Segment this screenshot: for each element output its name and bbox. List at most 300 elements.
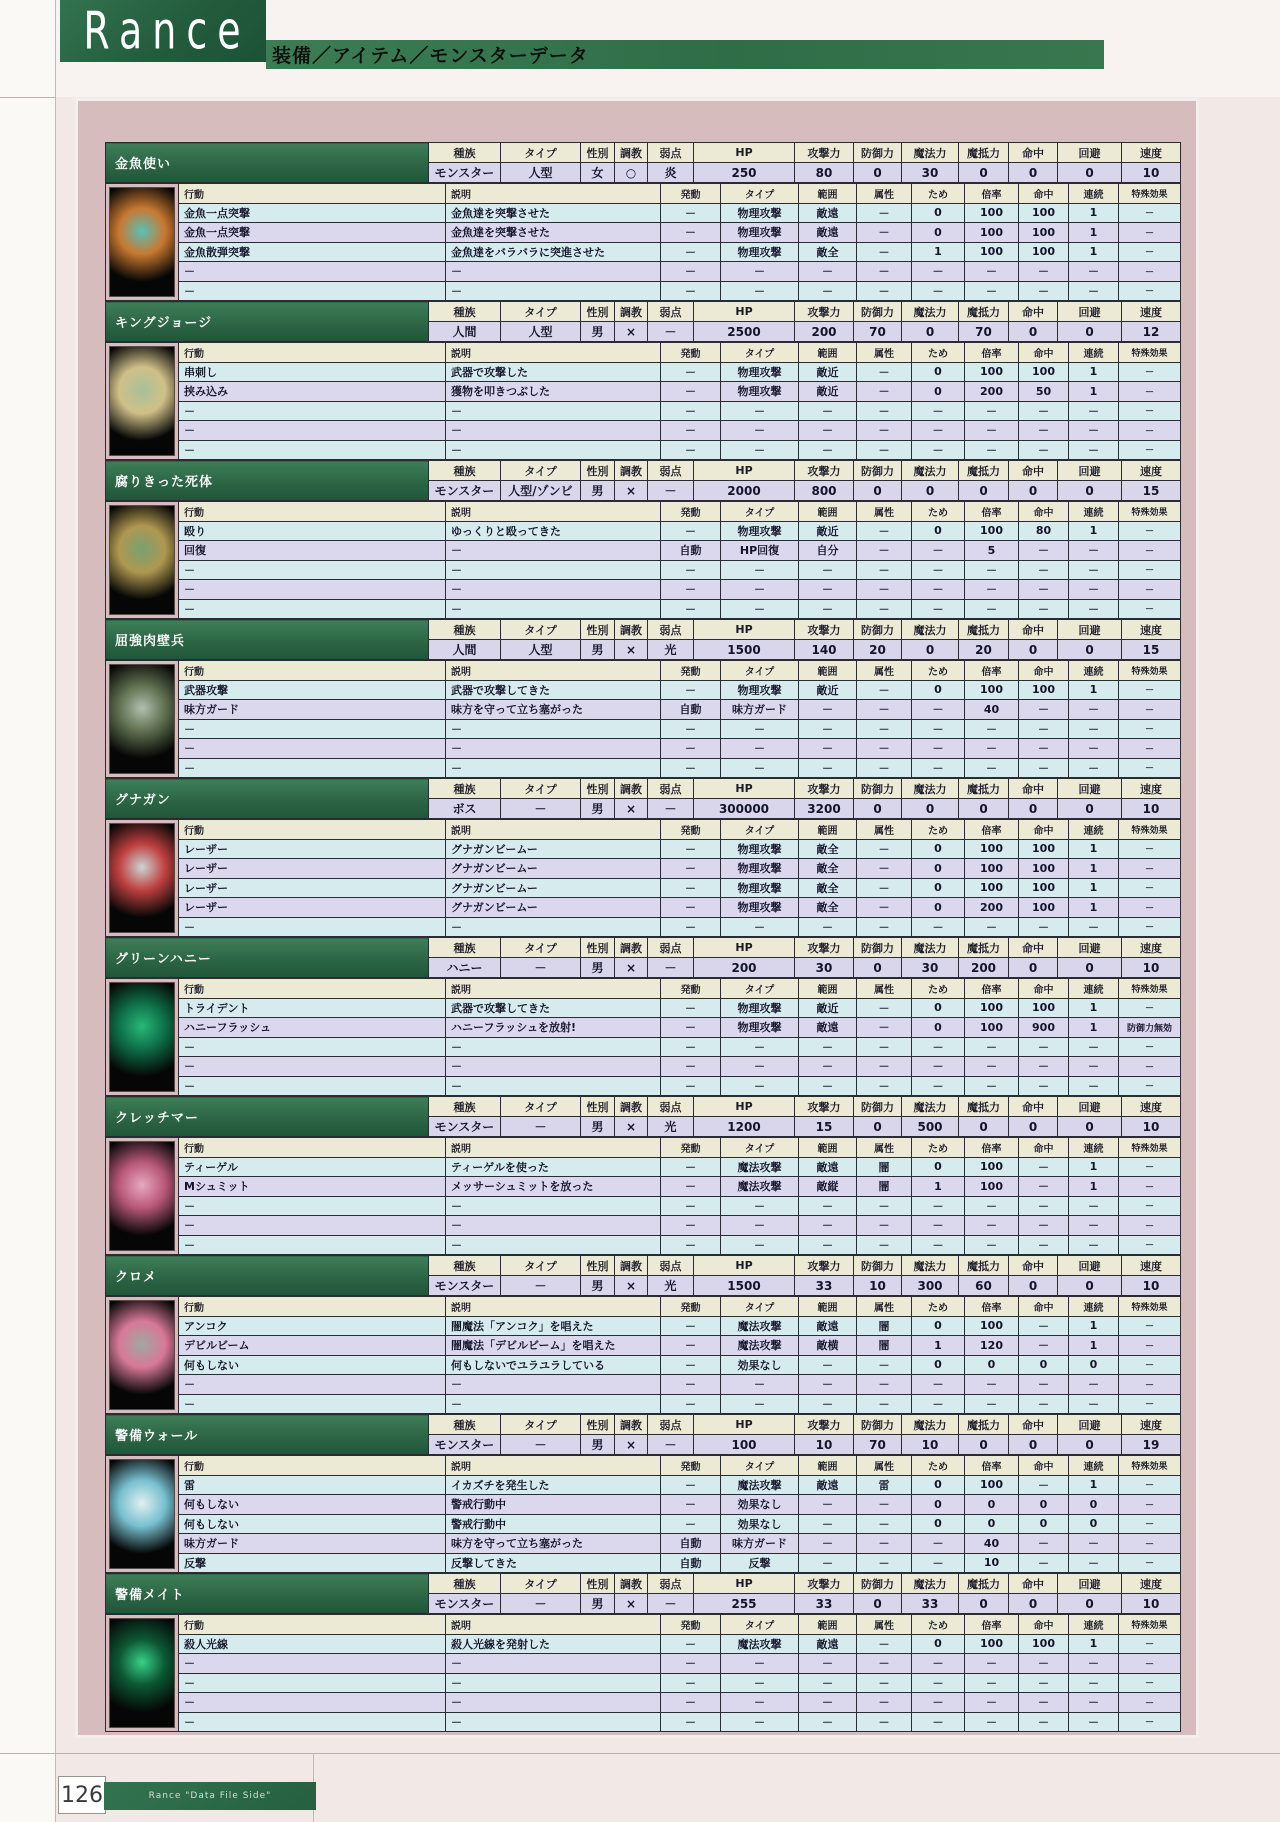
monster-image [109, 982, 175, 1092]
action-desc-cell: － [446, 560, 661, 580]
stats-header-cell: 命中 [1009, 461, 1058, 481]
action-value-cell: 40 [965, 700, 1019, 720]
action-value-cell: － [965, 1235, 1019, 1255]
action-value-cell: 100 [965, 1157, 1019, 1177]
action-value-cell: － [1119, 1076, 1181, 1096]
action-value-cell: 物理攻撃 [721, 898, 799, 918]
action-value-cell: － [857, 1216, 912, 1236]
stats-header-cell: 攻撃力 [795, 1415, 854, 1435]
stats-header-cell: 速度 [1122, 302, 1181, 322]
action-value-cell: － [661, 440, 721, 460]
action-value-cell: － [721, 1057, 799, 1077]
action-value-cell: － [661, 1216, 721, 1236]
monster-image [109, 1618, 175, 1728]
action-value-cell: － [661, 421, 721, 441]
action-value-cell: 1 [1069, 1316, 1119, 1336]
action-value-cell: 0 [912, 1157, 965, 1177]
stats-header-cell: 速度 [1122, 620, 1181, 640]
stats-header-cell: タイプ [501, 461, 581, 481]
stat-value-cell: 男 [581, 322, 615, 342]
action-name-cell: － [179, 401, 446, 421]
stats-header-cell: 攻撃力 [795, 938, 854, 958]
stats-header-cell: 調教 [615, 620, 648, 640]
action-value-cell: － [912, 421, 965, 441]
action-value-cell: 0 [912, 680, 965, 700]
stats-header-cell: HP [694, 779, 795, 799]
action-value-cell: － [1069, 700, 1119, 720]
action-row [106, 1216, 1181, 1236]
action-value-cell: 敵近 [799, 382, 857, 402]
monster-block [105, 301, 1180, 460]
action-value-cell: － [1069, 917, 1119, 937]
action-row [106, 1634, 1181, 1654]
action-header-cell: 範囲 [799, 661, 857, 681]
stat-value-cell: 10 [854, 1276, 902, 1296]
action-row [106, 898, 1181, 918]
stat-value-cell: 0 [1009, 322, 1058, 342]
action-value-cell: － [1019, 917, 1069, 937]
stats-header-cell: 性別 [581, 620, 615, 640]
stats-header-cell: 種族 [429, 938, 501, 958]
stat-value-cell: 0 [1058, 1594, 1122, 1614]
action-header-cell: タイプ [721, 184, 799, 204]
action-row [106, 917, 1181, 937]
action-value-cell: － [1069, 1553, 1119, 1573]
action-header-cell: 倍率 [965, 1456, 1019, 1476]
action-value-cell: － [857, 242, 912, 262]
action-header-cell: ため [912, 1615, 965, 1635]
action-header-cell: ため [912, 1297, 965, 1317]
left-margin-strip [0, 0, 56, 1822]
monster-block [105, 619, 1180, 778]
action-value-cell: － [721, 1394, 799, 1414]
monster-block [105, 1255, 1180, 1414]
stat-value-cell: 300 [902, 1276, 959, 1296]
action-value-cell: － [1119, 1316, 1181, 1336]
action-header-cell: ため [912, 343, 965, 363]
action-header-cell: 行動 [179, 820, 446, 840]
stats-header-cell: タイプ [501, 620, 581, 640]
action-value-cell: － [799, 1654, 857, 1674]
action-name-cell: 武器攻撃 [179, 680, 446, 700]
action-value-cell: 100 [965, 1475, 1019, 1495]
action-name-cell: 味方ガード [179, 1534, 446, 1554]
action-header-cell: タイプ [721, 343, 799, 363]
action-value-cell: 100 [1019, 998, 1069, 1018]
stats-header-cell: 防御力 [854, 1256, 902, 1276]
action-header-cell: 連続 [1069, 1138, 1119, 1158]
action-value-cell: － [857, 1355, 912, 1375]
action-value-cell: － [1119, 1693, 1181, 1713]
action-value-cell: － [661, 1157, 721, 1177]
action-value-cell: － [857, 223, 912, 243]
stats-header-cell: HP [694, 461, 795, 481]
action-value-cell: － [721, 758, 799, 778]
action-value-cell: － [721, 1076, 799, 1096]
action-name-cell: 雷 [179, 1475, 446, 1495]
monster-block [105, 937, 1180, 1096]
stats-header-cell: 調教 [615, 1256, 648, 1276]
action-value-cell: － [965, 758, 1019, 778]
stat-value-cell: － [501, 958, 581, 978]
action-header-cell: 命中 [1019, 1297, 1069, 1317]
stats-header-cell: 性別 [581, 1574, 615, 1594]
monster-block [105, 1414, 1180, 1573]
stat-value-cell: 0 [1009, 640, 1058, 660]
action-value-cell: 0 [1069, 1514, 1119, 1534]
action-row [106, 1177, 1181, 1197]
action-value-cell: － [1069, 1673, 1119, 1693]
stats-header-cell: タイプ [501, 938, 581, 958]
action-header-cell: 特殊効果 [1119, 1138, 1181, 1158]
stat-value-cell: 15 [1122, 481, 1181, 501]
action-header-cell: 説明 [446, 184, 661, 204]
action-value-cell: 100 [1019, 242, 1069, 262]
action-value-cell: － [661, 1057, 721, 1077]
action-value-cell: － [661, 1654, 721, 1674]
action-desc-cell: － [446, 262, 661, 282]
action-value-cell: 効果なし [721, 1355, 799, 1375]
stats-header-cell: 攻撃力 [795, 620, 854, 640]
action-name-cell: レーザー [179, 898, 446, 918]
stat-value-cell: － [648, 1594, 694, 1614]
action-value-cell: 効果なし [721, 1514, 799, 1534]
stat-value-cell: 人型 [501, 640, 581, 660]
stats-header-cell: 魔法力 [902, 1097, 959, 1117]
action-name-cell: － [179, 1057, 446, 1077]
action-header-cell: 命中 [1019, 184, 1069, 204]
action-row [106, 1235, 1181, 1255]
stat-value-cell: － [648, 481, 694, 501]
stats-header-cell: 魔抵力 [959, 1256, 1009, 1276]
action-header-cell: ため [912, 820, 965, 840]
action-desc-cell: グナガンビームー [446, 839, 661, 859]
action-value-cell: 反撃 [721, 1553, 799, 1573]
stat-value-cell: × [615, 958, 648, 978]
action-header-cell: 命中 [1019, 1615, 1069, 1635]
stats-header-cell: 種族 [429, 1256, 501, 1276]
action-value-cell: 0 [912, 998, 965, 1018]
action-value-cell: － [721, 1216, 799, 1236]
action-header-cell: 連続 [1069, 502, 1119, 522]
action-value-cell: － [912, 560, 965, 580]
action-name-cell: － [179, 1076, 446, 1096]
action-row [106, 1693, 1181, 1713]
action-value-cell: 80 [1019, 521, 1069, 541]
action-value-cell: － [857, 878, 912, 898]
action-header-cell: 倍率 [965, 1615, 1019, 1635]
action-value-cell: － [1019, 401, 1069, 421]
action-value-cell: － [799, 1534, 857, 1554]
action-value-cell: 100 [1019, 1634, 1069, 1654]
action-row [106, 1553, 1181, 1573]
action-header-cell: 連続 [1069, 1615, 1119, 1635]
action-value-cell: － [857, 1712, 912, 1732]
stats-header-cell: 弱点 [648, 620, 694, 640]
action-value-cell: － [661, 1673, 721, 1693]
action-value-cell: － [965, 401, 1019, 421]
action-value-cell: － [1069, 1216, 1119, 1236]
page-number: 126 [58, 1776, 106, 1814]
action-row [106, 541, 1181, 561]
action-value-cell: － [661, 382, 721, 402]
action-value-cell: － [857, 580, 912, 600]
action-name-cell: アンコク [179, 1316, 446, 1336]
action-value-cell: － [965, 421, 1019, 441]
action-value-cell: － [1119, 1336, 1181, 1356]
action-value-cell: 0 [912, 1475, 965, 1495]
stats-header-cell: タイプ [501, 1097, 581, 1117]
action-header-cell: 倍率 [965, 661, 1019, 681]
action-value-cell: － [799, 1553, 857, 1573]
stat-value-cell: 2500 [694, 322, 795, 342]
action-value-cell: － [661, 878, 721, 898]
action-value-cell: － [857, 1235, 912, 1255]
stat-value-cell: 0 [902, 322, 959, 342]
action-value-cell: － [799, 281, 857, 301]
stats-header-cell: タイプ [501, 143, 581, 163]
stats-header-cell: 速度 [1122, 1097, 1181, 1117]
action-value-cell: － [857, 1076, 912, 1096]
stat-value-cell: モンスター [429, 163, 501, 183]
stat-value-cell: 男 [581, 640, 615, 660]
stats-header-cell: 調教 [615, 1415, 648, 1435]
action-name-cell: － [179, 1196, 446, 1216]
action-header-cell: 倍率 [965, 1297, 1019, 1317]
stats-header-cell: 命中 [1009, 620, 1058, 640]
action-value-cell: － [721, 1375, 799, 1395]
action-value-cell: 1 [1069, 362, 1119, 382]
action-header-cell: 連続 [1069, 343, 1119, 363]
action-value-cell: 闇 [857, 1316, 912, 1336]
action-value-cell: － [857, 362, 912, 382]
monster-actions-table [105, 819, 1181, 937]
stats-header-cell: 速度 [1122, 938, 1181, 958]
stat-value-cell: ○ [615, 163, 648, 183]
stats-header-cell: 弱点 [648, 938, 694, 958]
stats-header-cell: 回避 [1058, 779, 1122, 799]
action-header-cell: ため [912, 502, 965, 522]
action-name-cell: デビルビーム [179, 1336, 446, 1356]
action-value-cell: － [1119, 203, 1181, 223]
stat-value-cell: × [615, 1435, 648, 1455]
action-header-cell: ため [912, 661, 965, 681]
action-header-cell: 属性 [857, 1297, 912, 1317]
action-header-cell: 行動 [179, 1297, 446, 1317]
action-name-cell: － [179, 1712, 446, 1732]
action-header-cell: 説明 [446, 661, 661, 681]
action-desc-cell: － [446, 1216, 661, 1236]
action-header-cell: 属性 [857, 502, 912, 522]
action-header-cell: 行動 [179, 661, 446, 681]
action-desc-cell: グナガンビームー [446, 878, 661, 898]
action-value-cell: － [857, 421, 912, 441]
monster-sprite-cell [106, 343, 179, 460]
action-value-cell: 0 [965, 1514, 1019, 1534]
action-value-cell: － [1069, 1057, 1119, 1077]
action-value-cell: 敵近 [799, 998, 857, 1018]
action-value-cell: － [1019, 1534, 1069, 1554]
action-header-cell: 行動 [179, 1456, 446, 1476]
action-header-cell: 説明 [446, 820, 661, 840]
action-value-cell: 物理攻撃 [721, 839, 799, 859]
action-header-cell: 範囲 [799, 184, 857, 204]
action-desc-cell: 金魚達をバラバラに突進させた [446, 242, 661, 262]
action-value-cell: 敵縦 [799, 1177, 857, 1197]
stats-header-cell: 魔法力 [902, 302, 959, 322]
action-value-cell: － [857, 1394, 912, 1414]
stats-header-cell: 防御力 [854, 143, 902, 163]
stat-value-cell: － [648, 958, 694, 978]
monster-actions-table [105, 660, 1181, 778]
stats-header-cell: 魔抵力 [959, 1574, 1009, 1594]
action-value-cell: 100 [1019, 203, 1069, 223]
action-row [106, 1712, 1181, 1732]
action-value-cell: － [661, 898, 721, 918]
action-name-cell: － [179, 1375, 446, 1395]
action-value-cell: 雷 [857, 1475, 912, 1495]
stats-header-cell: 速度 [1122, 143, 1181, 163]
action-header-cell: 属性 [857, 1138, 912, 1158]
action-value-cell: － [721, 1673, 799, 1693]
action-value-cell: － [1069, 1654, 1119, 1674]
action-header-cell: ため [912, 184, 965, 204]
action-value-cell: － [1069, 281, 1119, 301]
action-value-cell: － [799, 560, 857, 580]
action-value-cell: 魔法攻撃 [721, 1316, 799, 1336]
action-value-cell: 1 [1069, 680, 1119, 700]
action-value-cell: － [799, 719, 857, 739]
action-value-cell: － [1019, 599, 1069, 619]
action-name-cell: － [179, 719, 446, 739]
action-value-cell: － [1019, 1673, 1069, 1693]
stats-header-cell: 魔抵力 [959, 1097, 1009, 1117]
stat-value-cell: 3200 [795, 799, 854, 819]
action-value-cell: － [965, 719, 1019, 739]
monster-stats-table [105, 1096, 1181, 1137]
action-header-cell: ため [912, 979, 965, 999]
action-row [106, 362, 1181, 382]
stats-header-cell: 回避 [1058, 1097, 1122, 1117]
monster-block [105, 142, 1180, 301]
stat-value-cell: 60 [959, 1276, 1009, 1296]
action-value-cell: － [912, 1037, 965, 1057]
action-value-cell: － [661, 1196, 721, 1216]
action-value-cell: － [912, 1693, 965, 1713]
action-value-cell: － [661, 580, 721, 600]
action-value-cell: － [857, 719, 912, 739]
action-value-cell: － [1119, 262, 1181, 282]
action-value-cell: 敵全 [799, 859, 857, 879]
monster-name-banner: グリーンハニー [106, 938, 429, 978]
stats-header-cell: 弱点 [648, 779, 694, 799]
stats-header-cell: 魔法力 [902, 143, 959, 163]
action-value-cell: 自動 [661, 1534, 721, 1554]
stat-value-cell: 人間 [429, 640, 501, 660]
action-value-cell: － [857, 262, 912, 282]
action-value-cell: － [1069, 541, 1119, 561]
action-value-cell: － [799, 1712, 857, 1732]
action-desc-cell: － [446, 1375, 661, 1395]
action-header-cell: 倍率 [965, 820, 1019, 840]
action-value-cell: 0 [912, 1355, 965, 1375]
action-name-cell: － [179, 739, 446, 759]
action-row [106, 1394, 1181, 1414]
stats-header-cell: 魔法力 [902, 620, 959, 640]
action-header-cell: 説明 [446, 1297, 661, 1317]
stats-header-cell: 命中 [1009, 1097, 1058, 1117]
monster-sprite-cell [106, 1456, 179, 1573]
stat-value-cell: 0 [854, 481, 902, 501]
stats-header-cell: 調教 [615, 1097, 648, 1117]
stat-value-cell: モンスター [429, 1117, 501, 1137]
stat-value-cell: 男 [581, 1594, 615, 1614]
action-value-cell: － [912, 1076, 965, 1096]
stats-header-cell: 速度 [1122, 1415, 1181, 1435]
action-value-cell: － [857, 1673, 912, 1693]
action-row [106, 1037, 1181, 1057]
action-value-cell: － [721, 421, 799, 441]
stat-value-cell: 33 [795, 1276, 854, 1296]
action-value-cell: － [965, 262, 1019, 282]
action-header-cell: 行動 [179, 184, 446, 204]
action-value-cell: － [1119, 223, 1181, 243]
action-header-cell: 属性 [857, 661, 912, 681]
action-row [106, 1355, 1181, 1375]
action-header-cell: 発動 [661, 1297, 721, 1317]
action-value-cell: － [1069, 1534, 1119, 1554]
action-desc-cell: 味方を守って立ち塞がった [446, 1534, 661, 1554]
action-value-cell: － [1019, 541, 1069, 561]
stats-header-cell: 弱点 [648, 143, 694, 163]
action-value-cell: － [1119, 758, 1181, 778]
stats-header-cell: 命中 [1009, 143, 1058, 163]
action-value-cell: 自分 [799, 541, 857, 561]
stat-value-cell: 人型/ゾンビ [501, 481, 581, 501]
action-row [106, 401, 1181, 421]
stat-value-cell: 0 [1058, 958, 1122, 978]
action-value-cell: － [857, 1553, 912, 1573]
action-value-cell: － [1119, 859, 1181, 879]
action-value-cell: 敵全 [799, 839, 857, 859]
monster-sprite-cell [106, 1615, 179, 1732]
action-value-cell: － [661, 1355, 721, 1375]
monster-sprite-cell [106, 820, 179, 937]
action-desc-cell: － [446, 917, 661, 937]
action-value-cell: 1 [1069, 1634, 1119, 1654]
action-name-cell: － [179, 1235, 446, 1255]
action-value-cell: － [857, 1057, 912, 1077]
action-value-cell: － [1119, 362, 1181, 382]
stat-value-cell: 250 [694, 163, 795, 183]
main-panel [75, 98, 1199, 1738]
action-value-cell: － [1069, 719, 1119, 739]
action-header-cell: 発動 [661, 979, 721, 999]
action-value-cell: 1 [1069, 998, 1119, 1018]
stat-value-cell: 男 [581, 1435, 615, 1455]
action-value-cell: － [1069, 421, 1119, 441]
action-value-cell: 0 [912, 203, 965, 223]
monster-image [109, 1141, 175, 1251]
monster-sprite-cell [106, 1297, 179, 1414]
stat-value-cell: 0 [1009, 1117, 1058, 1137]
stats-header-cell: 攻撃力 [795, 1097, 854, 1117]
stat-value-cell: 800 [795, 481, 854, 501]
stats-header-cell: 攻撃力 [795, 461, 854, 481]
action-value-cell: － [661, 1634, 721, 1654]
stat-value-cell: × [615, 481, 648, 501]
action-header-cell: タイプ [721, 661, 799, 681]
